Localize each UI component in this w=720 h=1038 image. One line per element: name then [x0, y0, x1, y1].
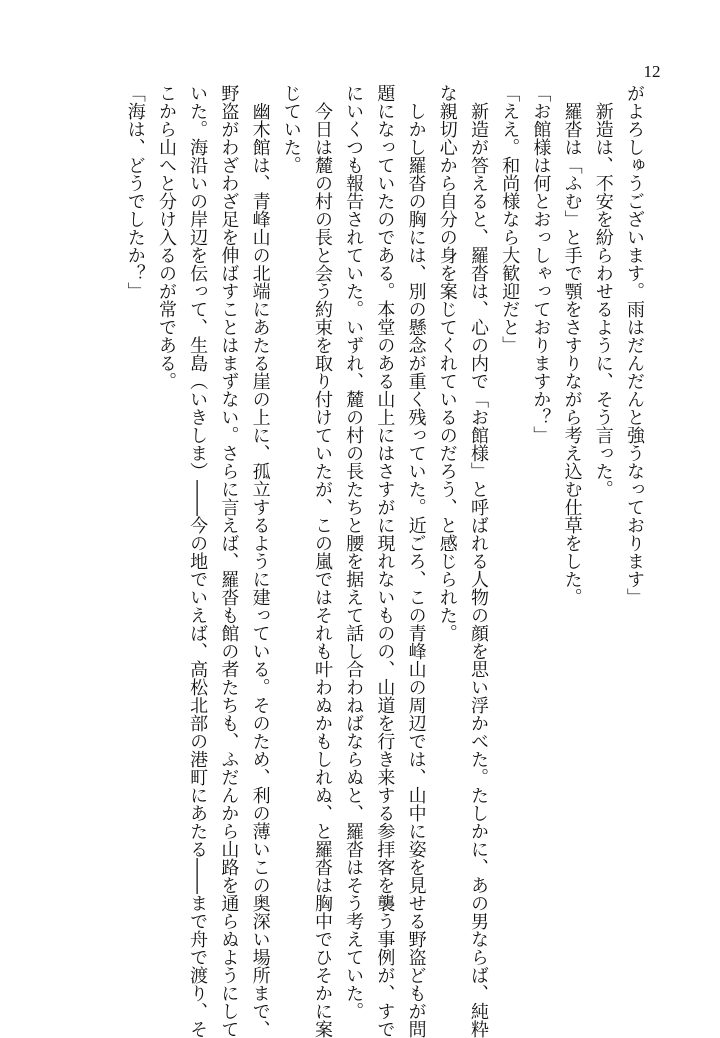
text-line: な親切心から自分の身を案じてくれているのだろう、と感じられた。	[436, 84, 458, 642]
text-line: 「ええ。和尚様なら大歓迎だと」	[499, 84, 521, 354]
text-line: 新造は、不安を紛らわせるように、そう言った。	[592, 84, 614, 498]
page-number: 12	[643, 62, 661, 81]
text-line: 羅沓は「ふむ」と手で顎をさすりながら考え込む仕草をした。	[561, 84, 583, 606]
text-line: こから山へと分け入るのが常である。	[155, 84, 177, 390]
text-line: 題になっていたのである。本堂のある山上にはさすがに現れないものの、山道を行き来する参拝客を襲う事例が、すで	[374, 84, 396, 1038]
text-line: いた。海沿いの岸辺を伝って、生島（いきしま）――今の地でいえば、高松北部の港町にあたる――まで舟で渡り、そ	[187, 84, 209, 1038]
text-line: がよろしゅうございます。雨はだんだんと強うなっております」	[624, 84, 645, 606]
text-line: 「海は、どうでしたか？」	[124, 84, 146, 300]
text-line: 幽木館は、青峰山の北端にあたる崖の上に、孤立するように建っている。そのため、利の薄いこの奥深い場所まで、	[249, 84, 271, 1038]
vertical-text-body	[120, 84, 650, 1038]
text-line: 新造が答えると、羅沓は、心の内で「お館様」と呼ばれる人物の顔を思い浮かべた。たしかに、あの男ならば、純粋	[467, 84, 489, 1038]
text-line: 「お館様は何とおっしゃっておりますか？」	[530, 84, 552, 444]
text-line: にいくつも報告されていた。いずれ、麓の村の長たちと腰を据えて話し合わねばならぬと、羅沓はそう考えていた。	[343, 84, 365, 1020]
text-line: じていた。	[280, 84, 302, 174]
text-line: しかし羅沓の胸には、別の懸念が重く残っていた。近ごろ、この青峰山の周辺では、山中に姿を見せる野盗どもが問	[405, 84, 427, 1038]
text-line: 今日は麓の村の長と会う約束を取り付けていたが、この嵐ではそれも叶わぬかもしれぬ、と羅沓は胸中でひそかに案	[311, 84, 333, 1038]
text-line: 野盗がわざわざ足を伸ばすことはまずない。さらに言えば、羅沓も館の者たちも、ふだんから山路を通らぬようにして	[218, 84, 240, 1038]
